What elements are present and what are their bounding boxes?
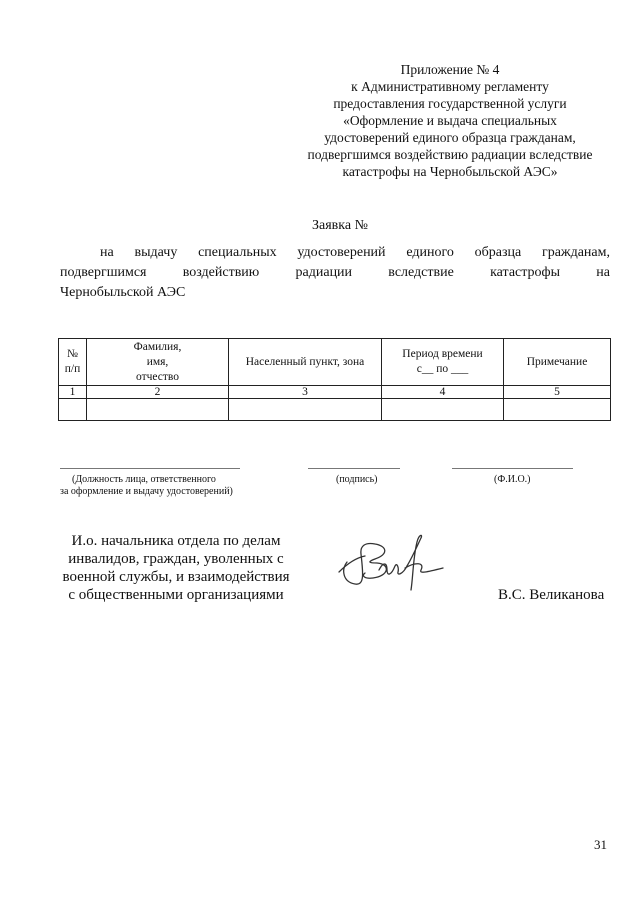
- header-number: [59, 339, 87, 386]
- position-line-text: инвалидов, граждан, уволенных с: [68, 551, 284, 567]
- signature-stroke: [405, 564, 443, 572]
- appendix-line: катастрофы на Чернобыльской АЭС»: [342, 164, 558, 179]
- signature-caption: (подпись): [336, 474, 378, 485]
- header-line: с__ по ___: [416, 363, 469, 375]
- header-note: [504, 339, 611, 386]
- header-line: Фамилия,: [133, 340, 182, 353]
- signature-stroke: [344, 543, 387, 584]
- position-line-text: И.о. начальника отдела по делам: [71, 533, 281, 549]
- position-line-text: с общественными организациями: [68, 587, 284, 603]
- table-cell: [87, 399, 229, 421]
- table-cell: [382, 399, 504, 421]
- intro-paragraph: [60, 243, 610, 303]
- header-line: отчество: [135, 370, 180, 383]
- appendix-line: Приложение № 4: [400, 62, 500, 77]
- appendix-header: [285, 61, 615, 180]
- intro-line: подвергшимся воздействию радиации вследствие катастрофы на: [60, 265, 610, 280]
- header-line: №: [67, 348, 78, 360]
- intro-line: на выдачу специальных удостоверений единого образца гражданам,: [100, 245, 610, 260]
- header-settlement: [229, 339, 382, 386]
- document-title: Заявка №: [312, 218, 368, 233]
- column-number: 1: [59, 386, 87, 399]
- position-line: [60, 468, 240, 469]
- appendix-line: подвергшимся воздействию радиации вследствие: [307, 147, 593, 162]
- table-cell: [504, 399, 611, 421]
- official-name: В.С. Великанова: [498, 587, 605, 603]
- appendix-line: удостоверений единого образца гражданам,: [324, 130, 576, 145]
- header-line: п/п: [64, 363, 81, 375]
- header-line: Период времени: [402, 348, 483, 360]
- table-row: [59, 399, 611, 421]
- header-line: Населенный пункт, зона: [245, 355, 365, 368]
- column-number: 5: [504, 386, 611, 399]
- position-line-text: военной службы, и взаимодействия: [62, 569, 290, 585]
- column-number: 2: [87, 386, 229, 399]
- table-cell: [59, 399, 87, 421]
- handwritten-signature: [335, 532, 447, 596]
- table-header-row: [59, 339, 611, 386]
- column-numbers-row: [59, 386, 611, 399]
- applicants-table: [58, 338, 611, 421]
- full-name-caption: (Ф.И.О.): [494, 474, 531, 485]
- appendix-line: предоставления государственной услуги: [333, 96, 567, 111]
- intro-line: Чернобыльской АЭС: [60, 285, 186, 300]
- position-caption: (Должность лица, ответственного: [72, 474, 216, 485]
- header-line: имя,: [146, 355, 169, 368]
- header-line: Примечание: [526, 355, 588, 368]
- page-number: 31: [594, 837, 607, 852]
- signature-stroke: [379, 564, 407, 574]
- header-full-name: [87, 339, 229, 386]
- appendix-line: «Оформление и выдача специальных: [343, 113, 557, 128]
- signature-stroke: [407, 535, 422, 590]
- column-number: 4: [382, 386, 504, 399]
- appendix-line: к Административному регламенту: [351, 79, 549, 94]
- signature-line: [308, 468, 400, 469]
- full-name-line: [452, 468, 573, 469]
- table-cell: [229, 399, 382, 421]
- column-number: 3: [229, 386, 382, 399]
- header-period: [382, 339, 504, 386]
- official-position: [48, 532, 304, 604]
- position-caption: за оформление и выдачу удостоверений): [60, 486, 233, 497]
